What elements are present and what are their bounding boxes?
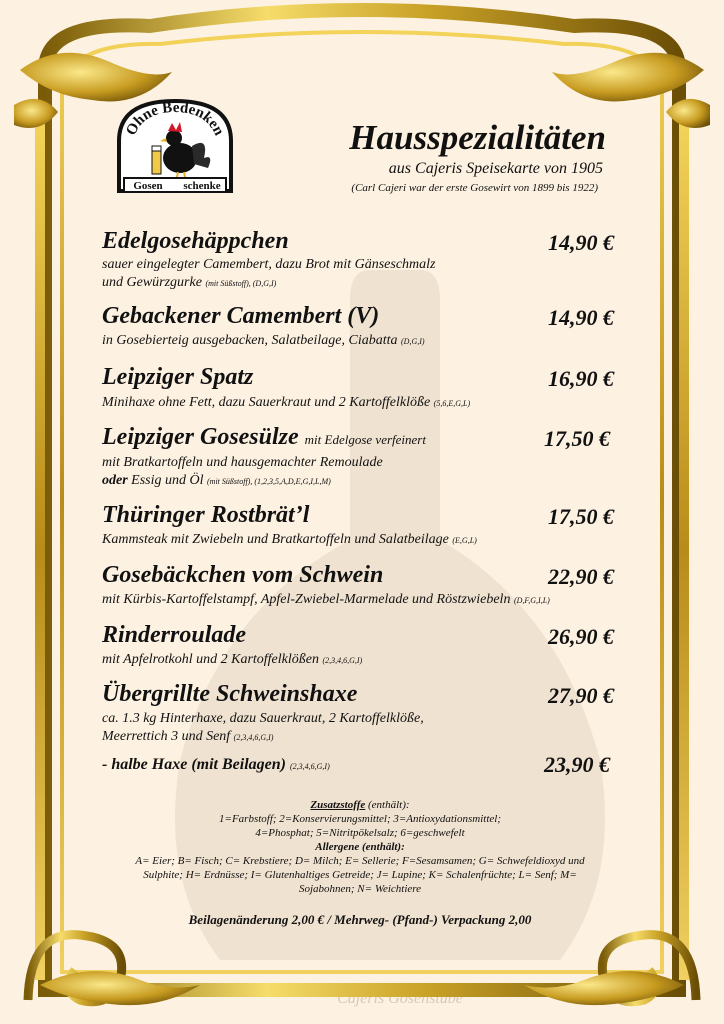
dish-name (102, 424, 426, 451)
dish-name: Edelgosehäppchen (102, 228, 289, 254)
dish-allergens: (2,3,4,6,G,I) (233, 733, 274, 742)
page-title: Hausspezialitäten (349, 118, 606, 157)
half-portion (102, 756, 330, 774)
history-note: (Carl Cajeri war der erste Gosewirt von 1899 bis 1922) (351, 182, 598, 194)
allergens-line: A= Eier; B= Fisch; C= Krebstiere; D= Milch; E= Sellerie; F=Sesamsamen; G= Schwefeldioxyd und (135, 855, 585, 867)
dish-description-text: mit Kürbis-Kartoffelstampf, Apfel-Zwiebel-Marmelade und Röstzwiebeln (102, 592, 511, 607)
dish-description-text: Essig und Öl (131, 473, 204, 488)
allergens-line: Sojabohnen; N= Weichtiere (298, 883, 422, 895)
dish-description: ca. 1.3 kg Hinterhaxe, dazu Sauerkraut, 2 Kartoffelklöße, (102, 711, 424, 726)
dish-name: Gosebäckchen vom Schwein (102, 562, 384, 588)
dish-description (102, 332, 425, 351)
dish-price: 22,90 € (548, 564, 614, 589)
half-portion-price: 23,90 € (544, 752, 610, 777)
dish-price: 14,90 € (548, 230, 614, 255)
dish-price: 26,90 € (548, 624, 614, 649)
dish-description: mit Bratkartoffeln und hausgemachter Remoulade (102, 455, 383, 470)
dish-description-text: in Gosebierteig ausgebacken, Salatbeilage, Ciabatta (102, 333, 398, 348)
leaf-bottom-right (524, 971, 684, 1005)
additives-line: 1=Farbstoff; 2=Konservierungsmittel; 3=Antioxydationsmittel; (219, 813, 501, 825)
svg-text:schenke: schenke (183, 180, 221, 192)
dish-name-suffix: mit Edelgose verfeinert (304, 432, 426, 447)
dish-name: Thüringer Rostbrät’l (102, 502, 310, 528)
half-portion-allergens: (2,3,4,6,G,I) (289, 762, 330, 771)
allergens-line: Sulphite; H= Erdnüsse; I= Glutenhaltiges Getreide; J= Lupine; K= Schalenfrüchte; L= Senf; M= (143, 869, 577, 881)
dish-description: sauer eingelegter Camembert, dazu Brot mit Gänseschmalz (102, 257, 436, 272)
dish-allergens: (mit Süßstoff), (1,2,3,5,A,D,E,G,I,L,M) (207, 477, 331, 486)
dish-allergens: (2,3,4,6,G,I) (322, 656, 363, 665)
dish-allergens: (D,G,I) (401, 337, 425, 346)
dish-price: 17,50 € (544, 426, 610, 451)
dish-description (102, 394, 470, 413)
dish-description-text: Minihaxe ohne Fett, dazu Sauerkraut und 2 Kartoffelklöße (102, 395, 431, 410)
surcharge-note: Beilagenänderung 2,00 € / Mehrweg- (Pfand-) Verpackung 2,00 (188, 912, 532, 927)
half-portion-name: - halbe Haxe (mit Beilagen) (102, 756, 286, 773)
dish-description (102, 531, 477, 550)
dish-description (102, 651, 362, 670)
dish-name: Übergrillte Schweinshaxe (102, 681, 358, 707)
svg-text:Gosen: Gosen (133, 180, 163, 192)
dish-price: 17,50 € (548, 504, 614, 529)
allergens-heading: Allergene (enthält): (315, 841, 405, 853)
dish-description (102, 274, 276, 293)
dish-description (102, 472, 331, 491)
dish-allergens: (5,6,E,G,L) (433, 399, 471, 408)
watermark-text: Cajeris Gosenstube (337, 990, 463, 1007)
additives-heading (150, 798, 570, 812)
leaf-bottom-left (40, 971, 200, 1005)
dish-description (102, 728, 273, 747)
dish-description-text: Kammsteak mit Zwiebeln und Bratkartoffeln und Salatbeilage (102, 532, 449, 547)
dish-allergens: (D,F,G,I,L) (513, 596, 550, 605)
dish-price: 16,90 € (548, 366, 614, 391)
dish-allergens: (E,G,L) (452, 536, 477, 545)
dish-name: Leipziger Spatz (102, 364, 254, 390)
page-subtitle: aus Cajeris Speisekarte von 1905 (388, 160, 603, 177)
additives-line: 4=Phosphat; 5=Nitritpökelsalz; 6=geschwefelt (255, 827, 465, 839)
dish-allergens: (mit Süßstoff), (D,G,I) (205, 279, 277, 288)
right-pillar (679, 120, 689, 980)
dish-price: 14,90 € (548, 305, 614, 330)
svg-text:Ohne Bedenken: Ohne Bedenken (123, 99, 227, 139)
dish-name: Rinderroulade (102, 622, 247, 648)
dish-description-text: Meerrettich 3 und Senf (102, 729, 231, 744)
dish-description-text: und Gewürzgurke (102, 275, 202, 290)
dish-description-bold: oder (102, 473, 128, 488)
dish-name-text: Leipziger Gosesülze (102, 424, 299, 450)
dish-description-text: mit Apfelrotkohl und 2 Kartoffelklößen (102, 652, 319, 667)
dish-name: Gebackener Camembert (V) (102, 303, 380, 329)
dish-description (102, 591, 550, 610)
additives-title: Zusatzstoffe (310, 799, 366, 811)
dish-price: 27,90 € (548, 683, 614, 708)
left-pillar (35, 120, 45, 980)
additives-suffix: (enthält): (368, 799, 410, 811)
